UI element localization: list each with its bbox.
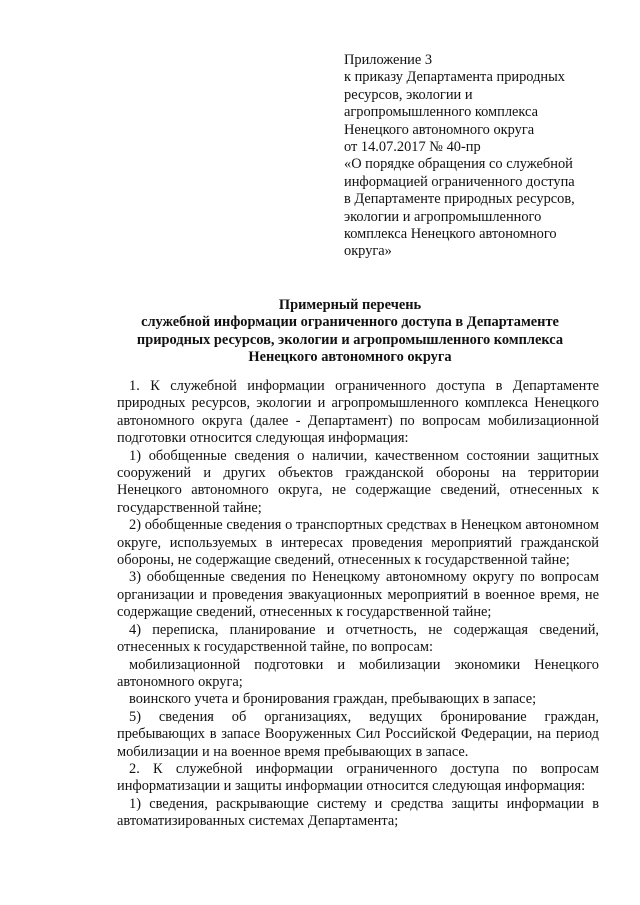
document-title bbox=[100, 297, 600, 366]
paragraph: 1) обобщенные сведения о наличии, качественном состоянии защитных сооружений и других объектов гражданской обороны на территории Ненецкого автономного округа, не содержащие сведений, отнесенных к государственной тайне; bbox=[117, 447, 599, 516]
appendix-line: Ненецкого автономного округа bbox=[344, 121, 535, 138]
appendix-line: экологии и агропромышленного bbox=[344, 208, 542, 225]
paragraph: 4) переписка, планирование и отчетность, не содержащая сведений, отнесенных к государственной тайне, по вопросам: bbox=[117, 621, 599, 656]
paragraph: 1. К служебной информации ограниченного доступа в Департаменте природных ресурсов, экологии и агропромышленного комплекса Ненецкого автономного округа (далее - Департамент) по вопросам мобилизационной подготовки относится следующая информация: bbox=[117, 378, 599, 447]
title-line: природных ресурсов, экологии и агропромышленного комплекса bbox=[136, 331, 564, 348]
appendix-line: «О порядке обращения со служебной bbox=[344, 156, 573, 173]
appendix-line: от 14.07.2017 № 40-пр bbox=[344, 139, 481, 156]
appendix-line: ресурсов, экологии и bbox=[344, 86, 473, 103]
appendix-line: Приложение 3 bbox=[344, 52, 433, 68]
paragraph: мобилизационной подготовки и мобилизации экономики Ненецкого автономного округа; bbox=[117, 656, 599, 690]
paragraph: 2. К служебной информации ограниченного доступа по вопросам информатизации и защиты информации относится следующая информация: bbox=[117, 760, 599, 795]
paragraph: воинского учета и бронирования граждан, пребывающих в запасе; bbox=[129, 691, 537, 708]
paragraph: 1) сведения, раскрывающие систему и средства защиты информации в автоматизированных системах Департамента; bbox=[117, 795, 599, 830]
appendix-line: в Департаменте природных ресурсов, bbox=[344, 191, 575, 208]
title-line: Примерный перечень bbox=[278, 297, 422, 313]
title-line: Ненецкого автономного округа bbox=[248, 348, 452, 365]
appendix-line: к приказу Департамента природных bbox=[344, 69, 565, 86]
appendix-line: комплекса Ненецкого автономного bbox=[344, 226, 557, 243]
document-body bbox=[117, 378, 599, 831]
paragraph: 2) обобщенные сведения о транспортных средствах в Ненецком автономном округе, используемых в интересах проведения мероприятий гражданской обороны, не содержащие сведений, отнесенных к государственной тайне; bbox=[117, 517, 599, 569]
appendix-line: агропромышленного комплекса bbox=[344, 104, 538, 121]
paragraph: 3) обобщенные сведения по Ненецкому автономному округу по вопросам организации и проведения эвакуационных мероприятий в военное время, не содержащие сведений, отнесенных к государственной тайне; bbox=[117, 569, 599, 621]
paragraph: 5) сведения об организациях, ведущих бронирование граждан, пребывающих в запасе Вооруженных Сил Российской Федерации, на период мобилизации и на военное время пребывающих в запасе. bbox=[117, 708, 599, 760]
title-line: служебной информации ограниченного доступа в Департаменте bbox=[141, 314, 559, 331]
appendix-header bbox=[344, 52, 614, 261]
appendix-line: округа» bbox=[344, 243, 392, 260]
appendix-line: информацией ограниченного доступа bbox=[344, 173, 575, 190]
